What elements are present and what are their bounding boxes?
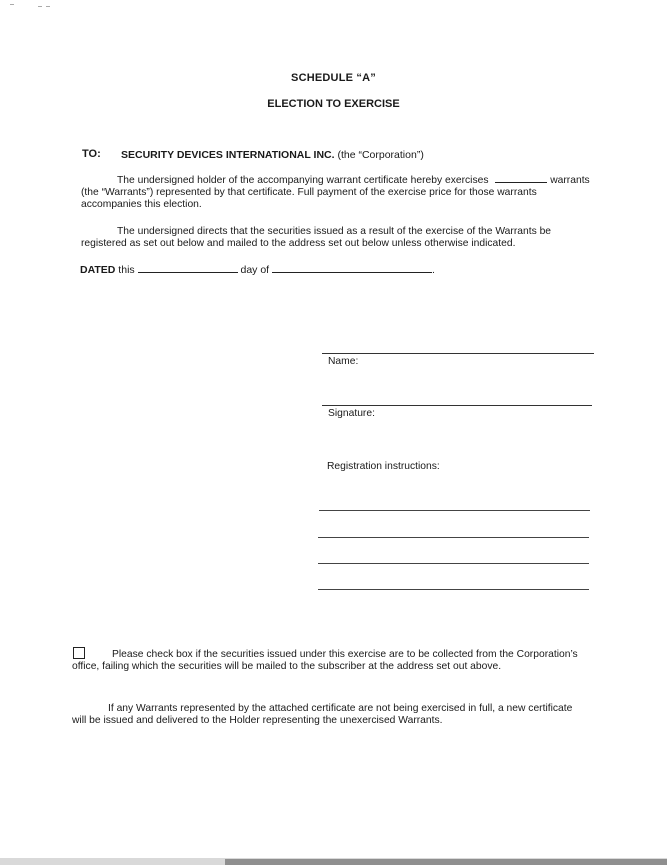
dated-label: DATED [80, 264, 116, 276]
dated-end: . [432, 264, 435, 276]
registration-line-3[interactable] [318, 563, 589, 564]
company-suffix: (the “Corporation”) [334, 149, 424, 161]
registration-line-4[interactable] [318, 589, 589, 590]
scan-artifact [10, 4, 14, 5]
registration-instructions-label: Registration instructions: [327, 461, 440, 472]
company-name: SECURITY DEVICES INTERNATIONAL INC. [121, 149, 335, 161]
scan-artifact [46, 6, 50, 7]
checkbox-paragraph [72, 649, 582, 673]
closing-paragraph-text: If any Warrants represented by the attached certificate are not being exercised in full, a new certificate will be issued and delivered to the Holder representing the unexercised Warrants. [72, 703, 573, 726]
closing-paragraph [72, 703, 582, 727]
registration-paragraph-text: The undersigned directs that the securities issued as a result of the exercise of the Warrants be registered as set out below and mailed to the address set out below unless otherwise indicated. [81, 226, 552, 249]
dated-day-of: day of [237, 264, 273, 276]
name-line[interactable] [322, 353, 594, 354]
signature-label: Signature: [328, 408, 375, 419]
registration-line-1[interactable] [319, 510, 590, 511]
day-field[interactable] [138, 262, 238, 273]
name-label: Name: [328, 356, 359, 367]
exercise-text-start: The undersigned holder of the accompanying warrant certificate hereby exercises [117, 175, 489, 186]
schedule-heading: SCHEDULE “A” [291, 72, 376, 84]
addressee [121, 149, 424, 161]
month-year-field[interactable] [272, 262, 432, 273]
exercise-text-end: warrants (the “Warrants”) represented by that certificate. Full payment of the exercise price for those warrants accompanies this election. [81, 175, 590, 210]
page-title: ELECTION TO EXERCISE [267, 98, 400, 110]
registration-line-2[interactable] [318, 537, 589, 538]
to-label: TO: [82, 148, 101, 160]
warrant-count-field[interactable] [495, 172, 547, 183]
dated-line [80, 262, 435, 276]
dated-this: this [115, 264, 138, 276]
exercise-paragraph [81, 172, 591, 211]
checkbox-paragraph-text: Please check box if the securities issued under this exercise are to be collected from the Corporation’s office, failing which the securities will be mailed to the subscriber at the address set out above. [72, 649, 578, 672]
signature-line[interactable] [322, 405, 592, 406]
scan-artifact [38, 6, 42, 7]
registration-paragraph [81, 226, 591, 250]
scan-edge-shadow [225, 859, 667, 865]
